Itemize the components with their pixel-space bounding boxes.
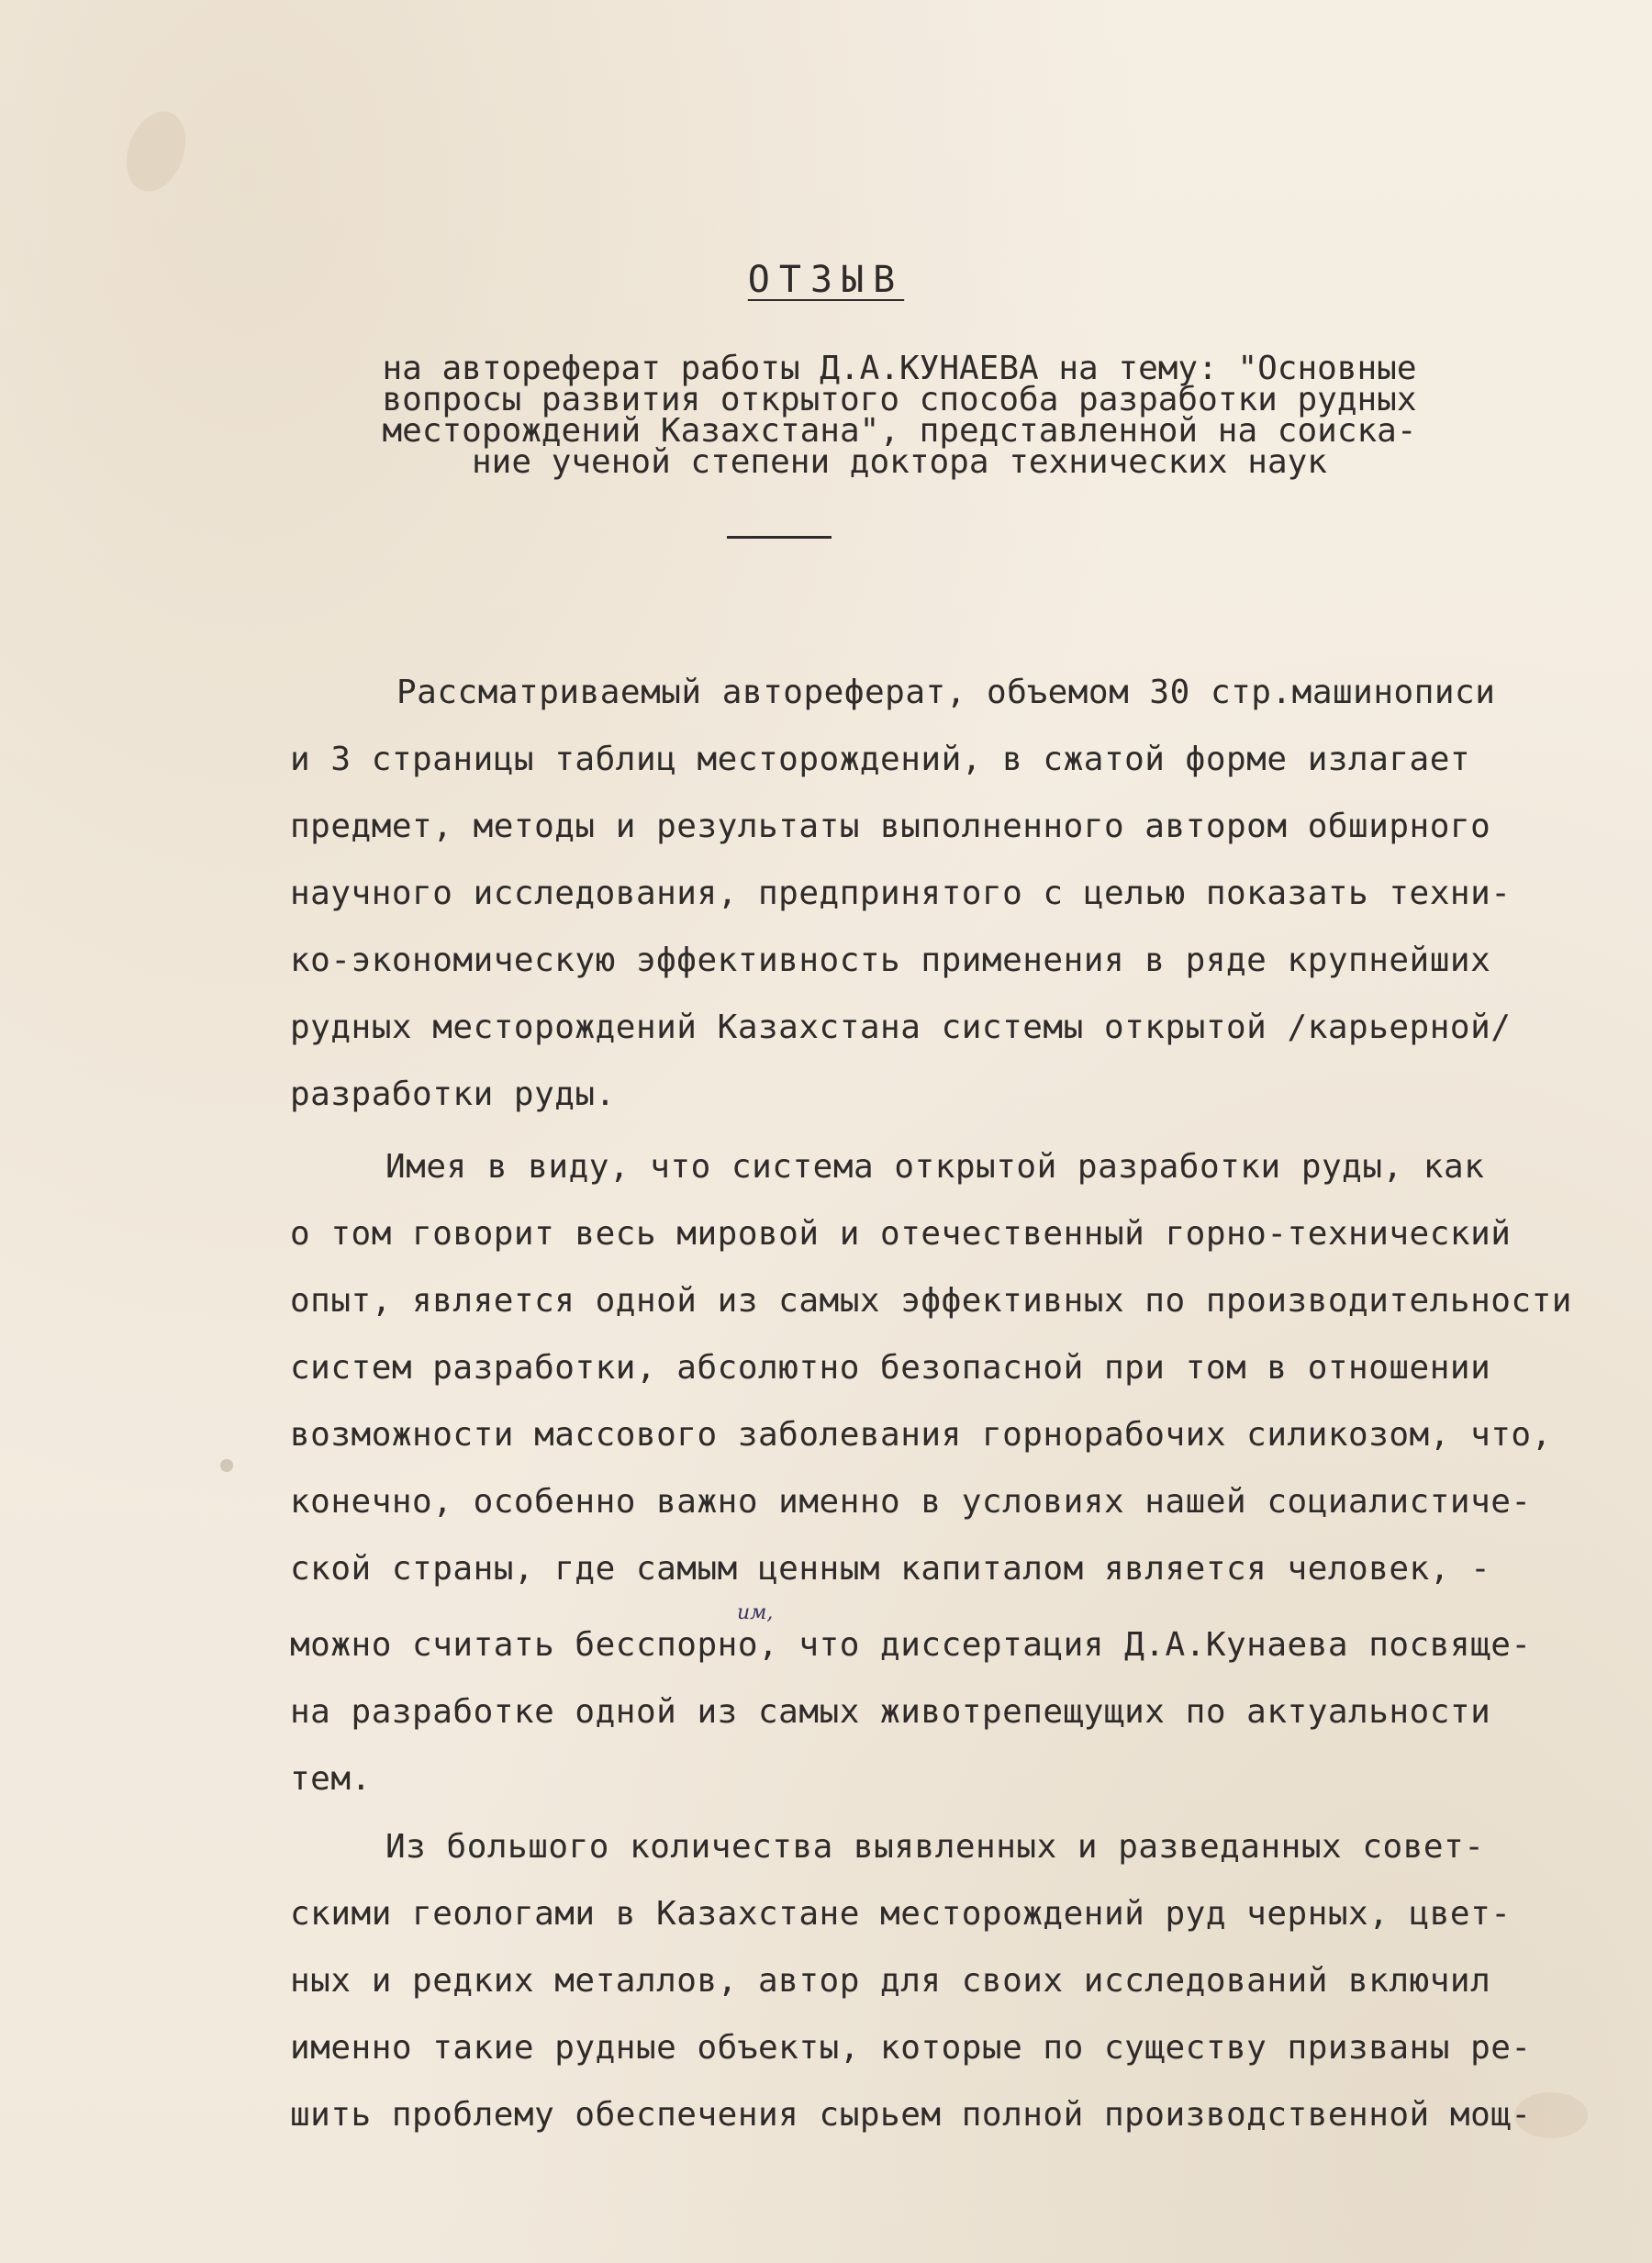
body-line: о том говорит весь мировой и отечественный горно-технический bbox=[290, 1215, 1512, 1253]
paper-stain bbox=[220, 1459, 233, 1472]
paper-stain bbox=[116, 103, 195, 199]
body-line: шить проблему обеспечения сырьем полной производственной мощ- bbox=[290, 2096, 1532, 2134]
body-line: конечно, особенно важно именно в условиях нашей социалистиче- bbox=[290, 1483, 1532, 1521]
body-line: и 3 страницы таблиц месторождений, в сжатой форме излагает bbox=[290, 741, 1471, 778]
body-line: Рассматриваемый автореферат, объемом 30 стр.машинописи bbox=[396, 674, 1496, 711]
body-line: Имея в виду, что система открытой разработки руды, как bbox=[385, 1148, 1485, 1186]
handwritten-correction: им, bbox=[737, 1601, 774, 1624]
body-line: на разработке одной из самых животрепещущих по актуальности bbox=[290, 1693, 1491, 1731]
body-line: скими геологами в Казахстане месторождений руд черных, цвет- bbox=[290, 1895, 1512, 1933]
subtitle-line: вопросы развития открытого способа разработки рудных bbox=[382, 381, 1417, 418]
body-line: опыт, является одной из самых эффективных по производительности bbox=[290, 1282, 1572, 1320]
body-line: тем. bbox=[290, 1760, 372, 1798]
body-line: рудных месторождений Казахстана системы открытой /карьерной/ bbox=[290, 1009, 1512, 1046]
body-line: предмет, методы и результаты выполненного автором обширного bbox=[290, 808, 1491, 845]
body-line: ко-экономическую эффективность применения в ряде крупнейших bbox=[290, 942, 1491, 979]
body-line: разработки руды. bbox=[290, 1076, 616, 1113]
document-title: ОТЗЫВ bbox=[747, 259, 905, 301]
body-line: ных и редких металлов, автор для своих исследований включил bbox=[290, 1962, 1491, 2000]
body-line: именно такие рудные объекты, которые по существу призваны ре- bbox=[290, 2029, 1532, 2067]
title-divider bbox=[727, 536, 832, 539]
body-line: систем разработки, абсолютно безопасной при том в отношении bbox=[290, 1349, 1491, 1387]
body-line: ской страны, где самым ценным капиталом является человек, - bbox=[290, 1550, 1491, 1588]
document-subtitle bbox=[349, 350, 1450, 481]
body-line: возможности массового заболевания горнорабочих силикозом, что, bbox=[290, 1416, 1552, 1454]
body-line: научного исследования, предпринятого с целью показать техни- bbox=[290, 875, 1512, 912]
body-line: Из большого количества выявленных и разведанных совет- bbox=[385, 1828, 1485, 1866]
body-line: можно считать бесспорно, что диссертация Д.А.Кунаева посвяще- bbox=[290, 1626, 1532, 1664]
subtitle-line: месторождений Казахстана", представленной на соиска- bbox=[382, 412, 1417, 450]
subtitle-line: на автореферат работы Д.А.КУНАЕВА на тему: "Основные bbox=[382, 350, 1417, 387]
subtitle-line: ние ученой степени доктора технических наук bbox=[472, 443, 1327, 481]
